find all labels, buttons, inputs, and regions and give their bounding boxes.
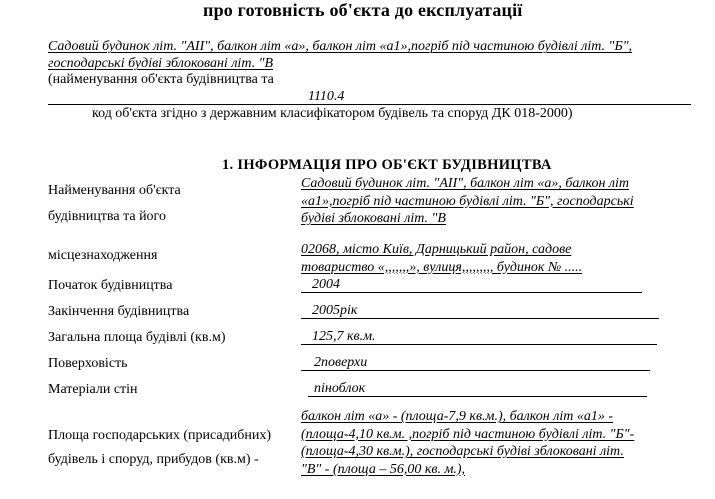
name-value-line-2: «а1»,погріб під частиною будівлі літ. "Б", господарські [301, 193, 634, 209]
object-code-underline [48, 104, 691, 105]
area-label: Загальна площа будівлі (кв.м) [48, 330, 226, 345]
aux-value-line-2: (площа-4,10 кв.м. ,погріб під частиною будівлі літ. "Б"- [301, 426, 635, 442]
floors-underline [301, 370, 650, 371]
location-value-line-2: товариство «,,,,,,,», вулиця,,,,,,,,, будинок № ..... [301, 259, 583, 275]
end-underline [301, 318, 659, 319]
area-underline [301, 344, 657, 345]
object-name-line-1: Садовий будинок літ. "АІІ", балкон літ «а», балкон літ «а1»,погріб під частиною будівлі літ. "Б", [48, 39, 633, 54]
section-heading: 1. ІНФОРМАЦІЯ ПРО ОБ'ЄКТ БУДІВНИЦТВА [222, 157, 552, 173]
start-underline [301, 292, 642, 293]
object-code-caption: код об'єкта згідно з державним класифікатором будівель та споруд ДК 018-2000) [92, 106, 573, 121]
location-value-line-1: 02068, місто Київ, Дарницький район, садове [301, 242, 572, 257]
aux-value-line-4: "В" - (площа – 56,00 кв. м.), [301, 461, 466, 477]
name-label-line-1: Найменування об'єкта [48, 183, 181, 198]
location-label: місцезнаходження [48, 248, 158, 263]
walls-value: піноблок [314, 381, 366, 396]
end-value: 2005рік [312, 303, 358, 318]
floors-label: Поверховість [48, 356, 128, 371]
location-value [301, 241, 582, 276]
document-title: про готовність об'єкта до експлуатації [203, 0, 523, 20]
area-value: 125,7 кв.м. [312, 329, 376, 344]
object-name-caption: (найменування об'єкта будівництва та [48, 72, 274, 87]
name-value [301, 175, 634, 228]
aux-label-line-2: будівель і споруд, прибудов (кв.м) - [48, 452, 259, 467]
walls-label: Матеріали стін [48, 382, 138, 397]
start-value: 2004 [312, 277, 340, 292]
object-name-line-2: господарські будіві зблоковані літ. "В [48, 56, 274, 71]
aux-value [301, 408, 634, 478]
object-code-value: 1110.4 [308, 89, 345, 104]
start-label: Початок будівництва [48, 278, 173, 293]
aux-label-line-1: Площа господарських (присадибних) [48, 428, 271, 443]
floors-value: 2поверхи [314, 355, 368, 370]
aux-value-line-3: (площа-4,30 кв.м.), господарські будіві зблоковані літ. [301, 444, 624, 459]
walls-underline [308, 396, 647, 397]
end-label: Закінчення будівництва [48, 304, 190, 319]
name-value-line-3: будіві зблоковані літ. "В [301, 211, 446, 226]
aux-value-line-1: балкон літ «а» - (площа-7,9 кв.м.), балкон літ «а1» - [301, 409, 613, 424]
name-label-line-2: будівництва та його [48, 209, 166, 224]
name-value-line-1: Садовий будинок літ. "АІІ", балкон літ «а», балкон літ [301, 176, 630, 191]
